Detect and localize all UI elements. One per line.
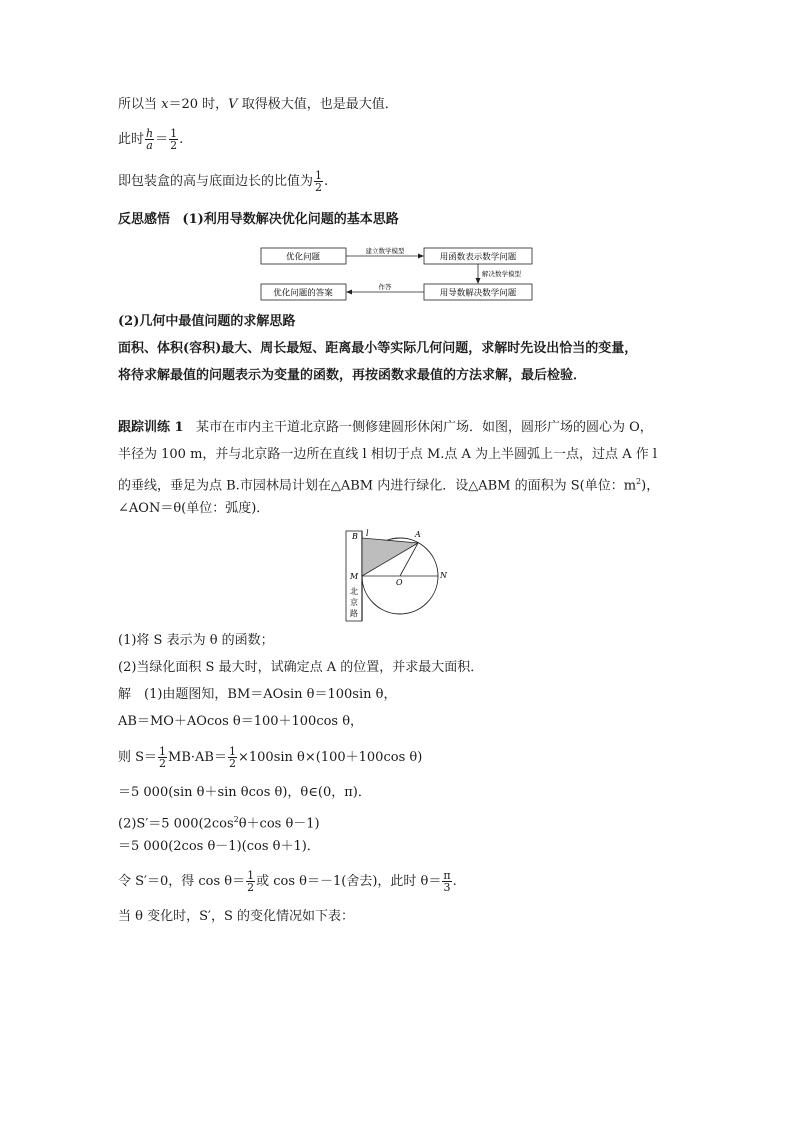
text-segment: AB＝MO＋AOcos θ＝100＋100cos θ， <box>118 714 364 729</box>
label-l: l <box>366 529 369 538</box>
solution-line <box>118 686 396 704</box>
reflection-heading <box>118 211 399 229</box>
ratio-line <box>118 128 183 151</box>
text-segment: . <box>452 874 457 889</box>
text-segment: 则 S＝ <box>118 750 158 765</box>
frac-den: 2 <box>159 757 167 770</box>
solution-line <box>118 838 320 856</box>
flow-label: 优化问题的答案 <box>273 288 333 299</box>
reflection-item-2 <box>118 313 295 331</box>
label-m: M <box>350 572 359 581</box>
text-segment: 令 S′＝0，得 cos θ＝ <box>118 874 246 889</box>
frac-num: 1 <box>229 745 236 758</box>
solution-line <box>118 784 371 802</box>
text-segment: 某市在市内主干道北京路一侧修建圆形休闲广场．如图，圆形广场的圆心为 O， <box>195 420 653 435</box>
arrowhead-icon <box>346 290 352 295</box>
flow-label: 用导数解决数学问题 <box>439 288 517 299</box>
label-o: O <box>396 578 403 587</box>
fraction-half <box>158 746 167 769</box>
var-x: x <box>161 97 169 112</box>
flow-arrow-label: 建立数学模型 <box>365 247 405 255</box>
question-1 <box>118 632 274 650</box>
text-segment: ∠AON＝θ(单位：弧度)． <box>118 501 270 516</box>
superscript: 2 <box>233 815 239 824</box>
frac-num: h <box>146 127 154 140</box>
flow-label: 优化问题 <box>285 252 321 263</box>
ratio-summary-line <box>118 170 328 193</box>
frac-den: 2 <box>229 757 236 770</box>
solution-line <box>118 746 422 769</box>
text-segment: . <box>179 132 184 147</box>
text-segment: (2)当绿化面积 S 最大时，试确定点 A 的位置，并求最大面积． <box>118 660 484 675</box>
text-segment: ＝ <box>155 132 169 147</box>
fraction-half <box>169 128 178 151</box>
text-segment: 即包装盒的高与底面边长的比值为 <box>118 174 314 189</box>
text-segment: 面积、体积(容积)最大、周长最短、距离最小等实际几何问题，求解时先设出恰当的变量， <box>118 341 638 356</box>
frac-den: a <box>146 139 153 152</box>
fraction-half <box>228 746 237 769</box>
solution-line <box>118 713 363 731</box>
frac-den: 2 <box>247 881 255 894</box>
road-char: 北 <box>350 587 358 596</box>
label-a: A <box>415 530 421 539</box>
solution-line <box>118 908 354 926</box>
frac-den: 2 <box>170 139 178 152</box>
frac-den: 2 <box>315 181 323 194</box>
reflection-item-1: (1)利用导数解决优化问题的基本思路 <box>182 212 399 227</box>
text-segment: ＝5 000(sin θ＋sin θcos θ)，θ∈(0，π)． <box>118 785 371 800</box>
text-segment: 半径为 100 m，并与北京路一边所在直线 l 相切于点 M.点 A 为上半圆弧上一点，过点 A 作 l <box>118 447 657 462</box>
frac-num: 1 <box>315 169 323 182</box>
text-line <box>118 446 657 464</box>
text-segment: 的垂线，垂足为点 B.市园林局计划在△ABM 内进行绿化．设△ABM 的面积为 S(单位：m <box>118 478 637 494</box>
geometry-figure <box>343 528 458 623</box>
flow-label: 用函数表示数学问题 <box>439 252 517 263</box>
text-segment: 取得极大值，也是最大值． <box>237 97 398 112</box>
text-line <box>118 340 637 358</box>
text-segment: (2)S′＝5 000(2cos <box>118 816 234 832</box>
exercise-line <box>118 419 653 437</box>
flow-arrow-label: 作答 <box>378 283 392 291</box>
text-segment: ×100sin θ×(100＋100cos θ) <box>238 750 423 765</box>
superscript: 2 <box>636 477 642 486</box>
road-char: 京 <box>350 598 358 607</box>
text-segment: MB·AB＝ <box>168 750 227 765</box>
text-segment: )， <box>641 478 660 494</box>
road-char: 路 <box>350 609 358 618</box>
arrowhead-icon <box>476 278 481 284</box>
conclusion-line <box>118 96 398 114</box>
reflection-item-2-title: (2)几何中最值问题的求解思路 <box>118 314 296 329</box>
text-segment: 或 cos θ＝－1(舍去)，此时 θ＝ <box>256 874 442 889</box>
flow-arrow-label: 解决数学模型 <box>482 270 521 278</box>
label-n: N <box>440 571 447 580</box>
solution-line <box>118 870 457 893</box>
text-line <box>118 500 269 518</box>
text-line <box>118 367 586 385</box>
frac-num: 1 <box>159 745 167 758</box>
text-segment: θ＋cos θ－1) <box>238 816 320 832</box>
text-segment: 此时 <box>118 132 145 147</box>
arrowhead-icon <box>418 254 424 259</box>
triangle-abm <box>362 538 418 576</box>
solution-line <box>118 811 320 833</box>
text-segment: ＝20 时， <box>168 97 229 112</box>
text-segment: 当 θ 变化时，S′，S 的变化情况如下表： <box>118 909 354 924</box>
text-segment: ＝5 000(2cos θ－1)(cos θ＋1)． <box>118 839 320 854</box>
frac-den: 3 <box>443 881 451 894</box>
fraction-half <box>314 170 323 193</box>
text-segment: (1)将 S 表示为 θ 的函数； <box>118 633 274 648</box>
label-b: B <box>352 532 358 541</box>
text-segment: 所以当 <box>118 97 162 112</box>
fraction-half <box>246 870 255 893</box>
exercise-label: 跟踪训练 1 <box>118 420 184 435</box>
text-line <box>118 473 659 495</box>
frac-num: 1 <box>170 127 178 140</box>
text-segment: . <box>324 174 329 189</box>
frac-num: π <box>443 869 451 882</box>
fraction-pi-third <box>442 870 451 893</box>
fraction-h-over-a <box>145 128 154 151</box>
reflection-label: 反思感悟 <box>118 212 171 227</box>
frac-num: 1 <box>247 869 255 882</box>
flowchart <box>258 244 536 304</box>
question-2 <box>118 659 483 677</box>
var-v: V <box>228 97 238 112</box>
text-segment: 将待求解最值的问题表示为变量的函数，再按函数求最值的方法求解，最后检验． <box>118 368 587 383</box>
text-segment: 解 (1)由题图知，BM＝AOsin θ＝100sin θ， <box>118 687 397 702</box>
